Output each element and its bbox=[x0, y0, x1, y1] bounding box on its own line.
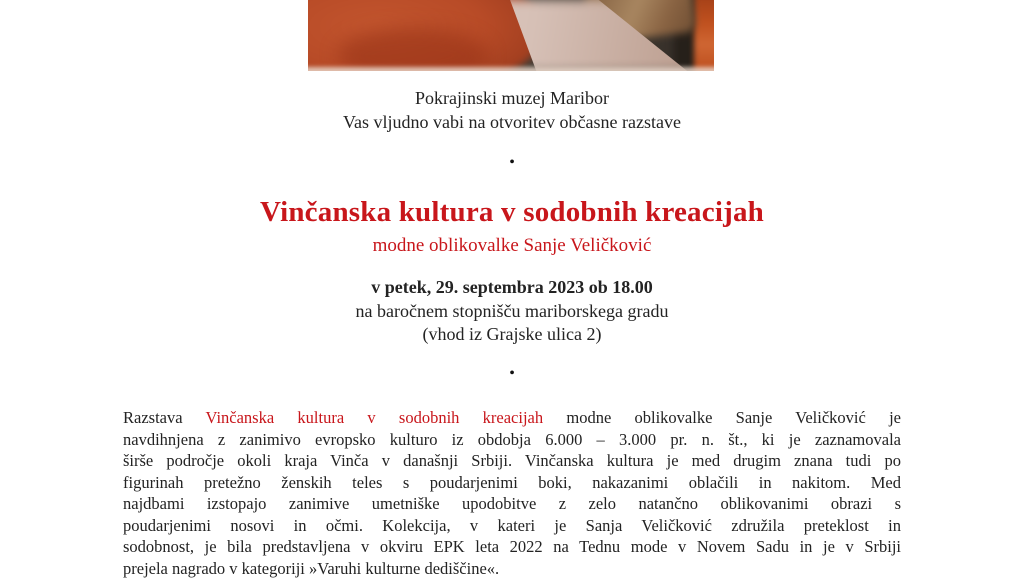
invitation-line: Vas vljudno vabi na otvoritev občasne razstave bbox=[343, 112, 681, 132]
separator-bullet-top: • bbox=[509, 154, 515, 171]
description-paragraph bbox=[123, 407, 901, 579]
paragraph-line bbox=[123, 429, 901, 451]
paragraph-line bbox=[123, 472, 901, 494]
event-datetime: v petek, 29. septembra 2023 ob 18.00 bbox=[371, 277, 653, 297]
photo-orange-band bbox=[694, 0, 714, 71]
paragraph-text: najdbami izstopajo zanimive umetniške upodobitve z zelo natančno oblikovanimi obrazi s bbox=[123, 494, 901, 513]
exhibition-subtitle: modne oblikovalke Sanje Veličković bbox=[372, 235, 652, 256]
paragraph-text: modne oblikovalke Sanje Veličković je bbox=[543, 408, 901, 427]
paragraph-line bbox=[123, 450, 901, 472]
paragraph-text: Razstava bbox=[123, 408, 206, 427]
separator-bullet-middle: • bbox=[509, 365, 515, 382]
museum-name: Pokrajinski muzej Maribor bbox=[415, 88, 609, 108]
paragraph-line bbox=[123, 407, 901, 429]
paragraph-text: širše področje okoli kraja Vinča v današnji Srbiji. Vinčanska kultura je med drugim znana tudi po bbox=[123, 451, 901, 470]
event-location: na baročnem stopnišču mariborskega gradu bbox=[355, 300, 669, 321]
paragraph-line bbox=[123, 536, 901, 558]
paragraph-text: figurinah pretežno ženskih teles s poudarjenimi boki, nakazanimi oblačili in nakitom. Med bbox=[123, 472, 901, 492]
paragraph-line bbox=[123, 493, 901, 515]
paragraph-line bbox=[123, 558, 901, 580]
invitation-header bbox=[0, 86, 1024, 134]
paragraph-text: navdihnjena z zanimivo evropsko kulturo iz obdobja 6.000 – 3.000 pr. n. št., ki je zaznamovala bbox=[123, 429, 901, 449]
paragraph-text: sodobnost, je bila predstavljena v okviru EPK leta 2022 na Tednu mode v Novem Sadu in je v Srbiji bbox=[123, 537, 901, 556]
exhibition-title-highlight: Vinčanska kultura v sodobnih kreacijah bbox=[205, 408, 544, 427]
paragraph-text: poudarjenimi nosovi in očmi. Kolekcija, v kateri je Sanja Veličković združila preteklost in bbox=[123, 515, 901, 535]
event-details bbox=[0, 276, 1024, 347]
paragraph-line bbox=[123, 515, 901, 537]
exhibition-photo bbox=[308, 0, 714, 71]
event-entrance: (vhod iz Grajske ulica 2) bbox=[422, 324, 602, 344]
photo-bottom-edge bbox=[308, 67, 714, 71]
paragraph-text: prejela nagrado v kategoriji »Varuhi kulturne dediščine«. bbox=[123, 558, 500, 578]
exhibition-title: Vinčanska kultura v sodobnih kreacijah bbox=[260, 196, 764, 228]
